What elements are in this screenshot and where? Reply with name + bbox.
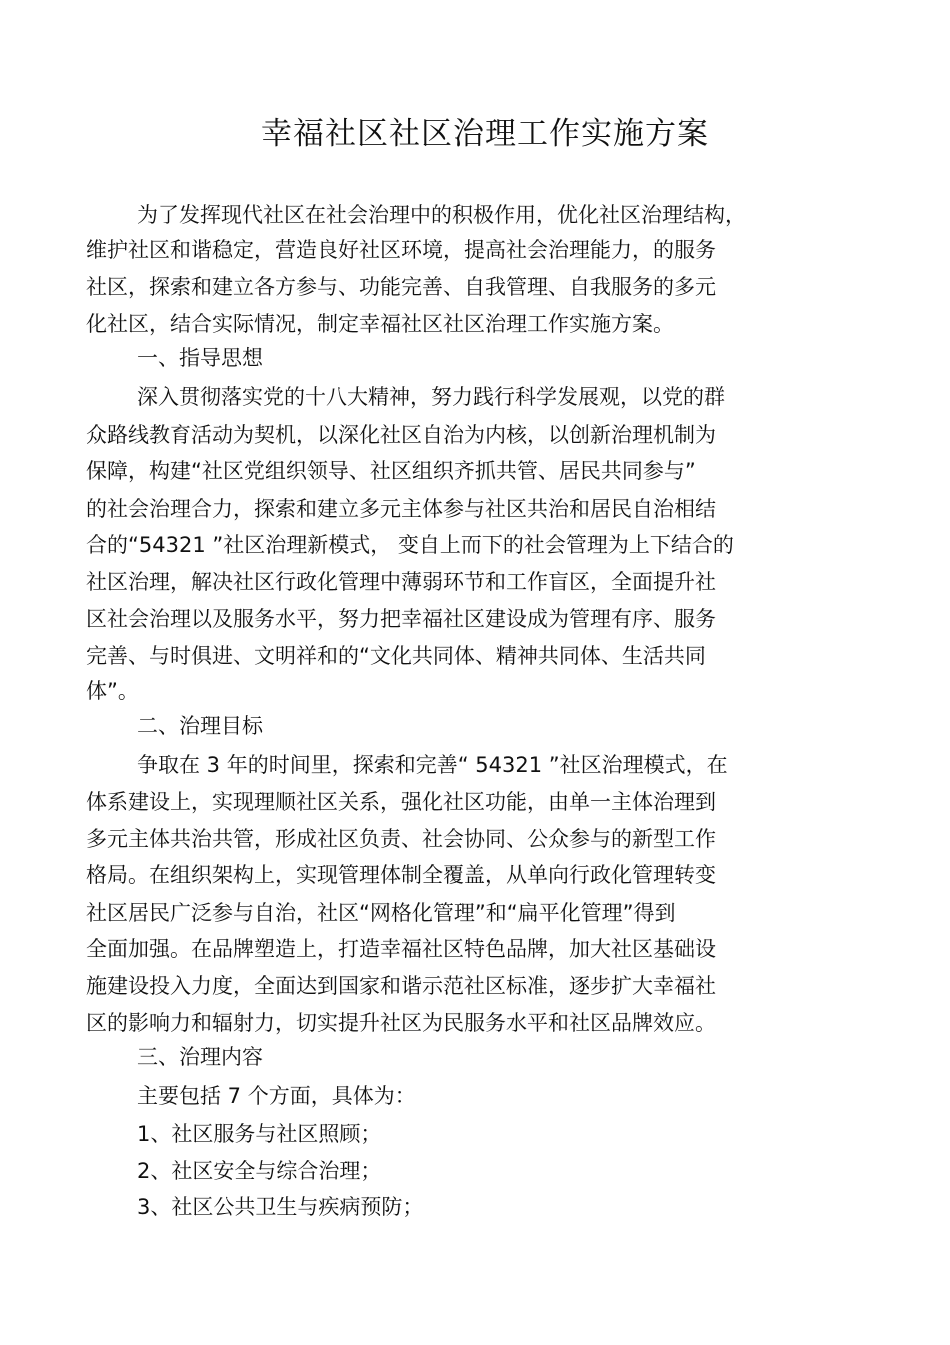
- section1-line-3: 保障，构建“社区党组织领导、社区组织齐抓共管、居民共同参与”: [86, 459, 696, 483]
- section2-line-8: 区的影响力和辐射力，切实提升社区为民服务水平和社区品牌效应。: [86, 1011, 716, 1035]
- section3-heading: 三、治理内容: [137, 1045, 263, 1069]
- section3-item-1: 1、社区服务与社区照顾；: [137, 1122, 382, 1146]
- section2-line-7: 施建设投入力度，全面达到国家和谐示范社区标准，逐步扩大幸福社: [86, 974, 716, 998]
- section3-item-3: 3、社区公共卫生与疾病预防；: [137, 1195, 424, 1219]
- section1-line-4: 的社会治理合力，探索和建立多元主体参与社区共治和居民自治相结: [86, 497, 716, 521]
- intro-line-4: 化社区，结合实际情况，制定幸福社区社区治理工作实施方案。: [86, 312, 674, 336]
- section1-heading: 一、指导思想: [137, 346, 263, 370]
- section2-line-6: 全面加强。在品牌塑造上，打造幸福社区特色品牌，加大社区基础设: [86, 937, 716, 961]
- section2-line-3: 多元主体共治共管，形成社区负责、社会协同、公众参与的新型工作: [86, 827, 716, 851]
- section3-item-2: 2、社区安全与综合治理；: [137, 1159, 382, 1183]
- section1-line-1: 深入贯彻落实党的十八大精神，努力践行科学发展观，以党的群: [137, 385, 725, 409]
- document-title: 幸福社区社区治理工作实施方案: [261, 116, 709, 152]
- intro-line-2: 维护社区和谐稳定，营造良好社区环境，提高社会治理能力，的服务: [86, 238, 716, 262]
- intro-line-1: 为了发挥现代社区在社会治理中的积极作用，优化社区治理结构，: [137, 203, 746, 227]
- section1-line-9: 体”。: [86, 679, 139, 703]
- section1-line-5: 合的“54321 ”社区治理新模式， 变自上而下的社会管理为上下结合的: [86, 533, 734, 557]
- section1-line-2: 众路线教育活动为契机，以深化社区自治为内核，以创新治理机制为: [86, 423, 716, 447]
- section2-line-2: 体系建设上，实现理顺社区关系，强化社区功能，由单一主体治理到: [86, 790, 716, 814]
- intro-line-3: 社区，探索和建立各方参与、功能完善、自我管理、自我服务的多元: [86, 275, 716, 299]
- section2-line-4: 格局。在组织架构上，实现管理体制全覆盖，从单向行政化管理转变: [86, 863, 716, 887]
- section1-line-6: 社区治理，解决社区行政化管理中薄弱环节和工作盲区，全面提升社: [86, 570, 716, 594]
- section2-line-1: 争取在 3 年的时间里，探索和完善“ 54321 ”社区治理模式，在: [137, 753, 728, 777]
- section2-heading: 二、治理目标: [137, 714, 263, 738]
- section1-line-7: 区社会治理以及服务水平，努力把幸福社区建设成为管理有序、服务: [86, 607, 716, 631]
- section1-line-8: 完善、与时俱进、文明祥和的“文化共同体、精神共同体、生活共同: [86, 644, 706, 668]
- section2-line-5: 社区居民广泛参与自治，社区“网格化管理”和“扁平化管理”得到: [86, 901, 676, 925]
- section3-intro: 主要包括 7 个方面，具体为：: [137, 1084, 416, 1108]
